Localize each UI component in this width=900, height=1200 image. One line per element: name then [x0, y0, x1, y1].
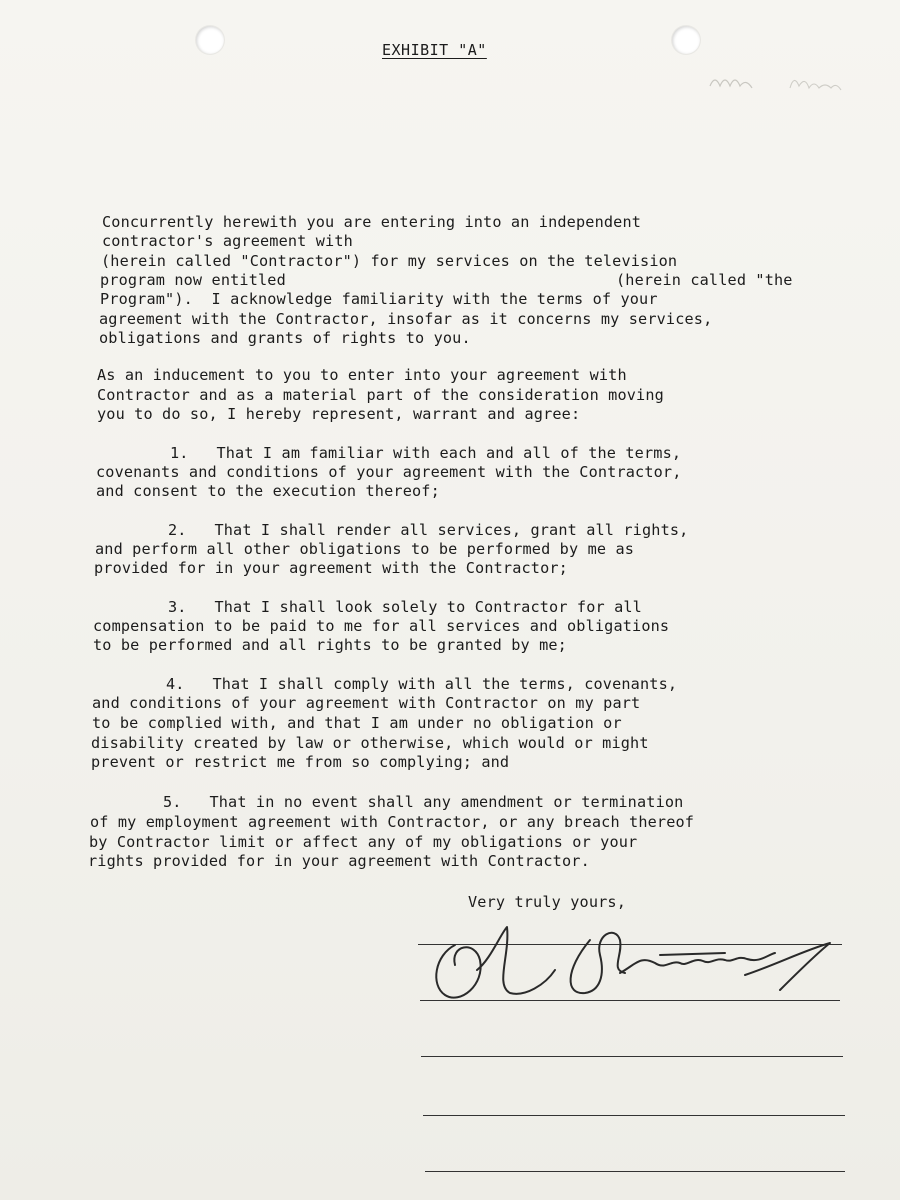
clause-3-line: to be performed and all rights to be granted by me; [93, 636, 567, 654]
clause-5-line: rights provided for in your agreement with Contractor. [88, 852, 590, 870]
punch-hole [672, 26, 700, 54]
handwritten-signature [415, 915, 855, 1015]
inducement-line: you to do so, I hereby represent, warrant and agree: [97, 405, 581, 423]
clause-4-line: and conditions of your agreement with Contractor on my part [92, 694, 641, 712]
clause-4-line: to be complied with, and that I am under no obligation or [92, 714, 622, 732]
faint-handwriting-mark [705, 66, 855, 96]
clause-2-line: provided for in your agreement with the Contractor; [94, 559, 568, 577]
signature-line [423, 1115, 845, 1116]
intro-line: Concurrently herewith you are entering into an independent [102, 213, 642, 231]
punch-hole [196, 26, 224, 54]
document-title: EXHIBIT "A" [382, 41, 487, 59]
clause-1-line: 1. That I am familiar with each and all of the terms, [170, 444, 682, 462]
intro-line: (herein called "the [616, 271, 793, 289]
clause-1-line: covenants and conditions of your agreement with the Contractor, [96, 463, 682, 481]
clause-2-line: 2. That I shall render all services, grant all rights, [168, 521, 689, 539]
clause-1-line: and consent to the execution thereof; [96, 482, 440, 500]
clause-2-line: and perform all other obligations to be performed by me as [95, 540, 635, 558]
intro-line: (herein called "Contractor") for my services on the television [101, 252, 678, 270]
signature-line [425, 1171, 845, 1172]
clause-5-line: by Contractor limit or affect any of my obligations or your [89, 833, 638, 851]
clause-3-line: 3. That I shall look solely to Contractor for all [168, 598, 642, 616]
inducement-line: Contractor and as a material part of the consideration moving [97, 386, 664, 404]
clause-5-line: 5. That in no event shall any amendment or termination [163, 793, 684, 811]
clause-5-line: of my employment agreement with Contractor, or any breach thereof [90, 813, 695, 831]
inducement-line: As an inducement to you to enter into your agreement with [97, 366, 627, 384]
intro-line: Program"). I acknowledge familiarity with the terms of your [100, 290, 658, 308]
intro-line: agreement with the Contractor, insofar as it concerns my services, [99, 310, 713, 328]
intro-line: program now entitled [100, 271, 286, 289]
intro-line: contractor's agreement with [102, 232, 353, 250]
closing-salutation: Very truly yours, [468, 893, 626, 911]
signature-line [421, 1056, 843, 1057]
clause-4-line: prevent or restrict me from so complying; and [91, 753, 510, 771]
clause-4-line: disability created by law or otherwise, which would or might [91, 734, 649, 752]
intro-line: obligations and grants of rights to you. [99, 329, 471, 347]
clause-4-line: 4. That I shall comply with all the terms, covenants, [166, 675, 678, 693]
clause-3-line: compensation to be paid to me for all services and obligations [93, 617, 670, 635]
